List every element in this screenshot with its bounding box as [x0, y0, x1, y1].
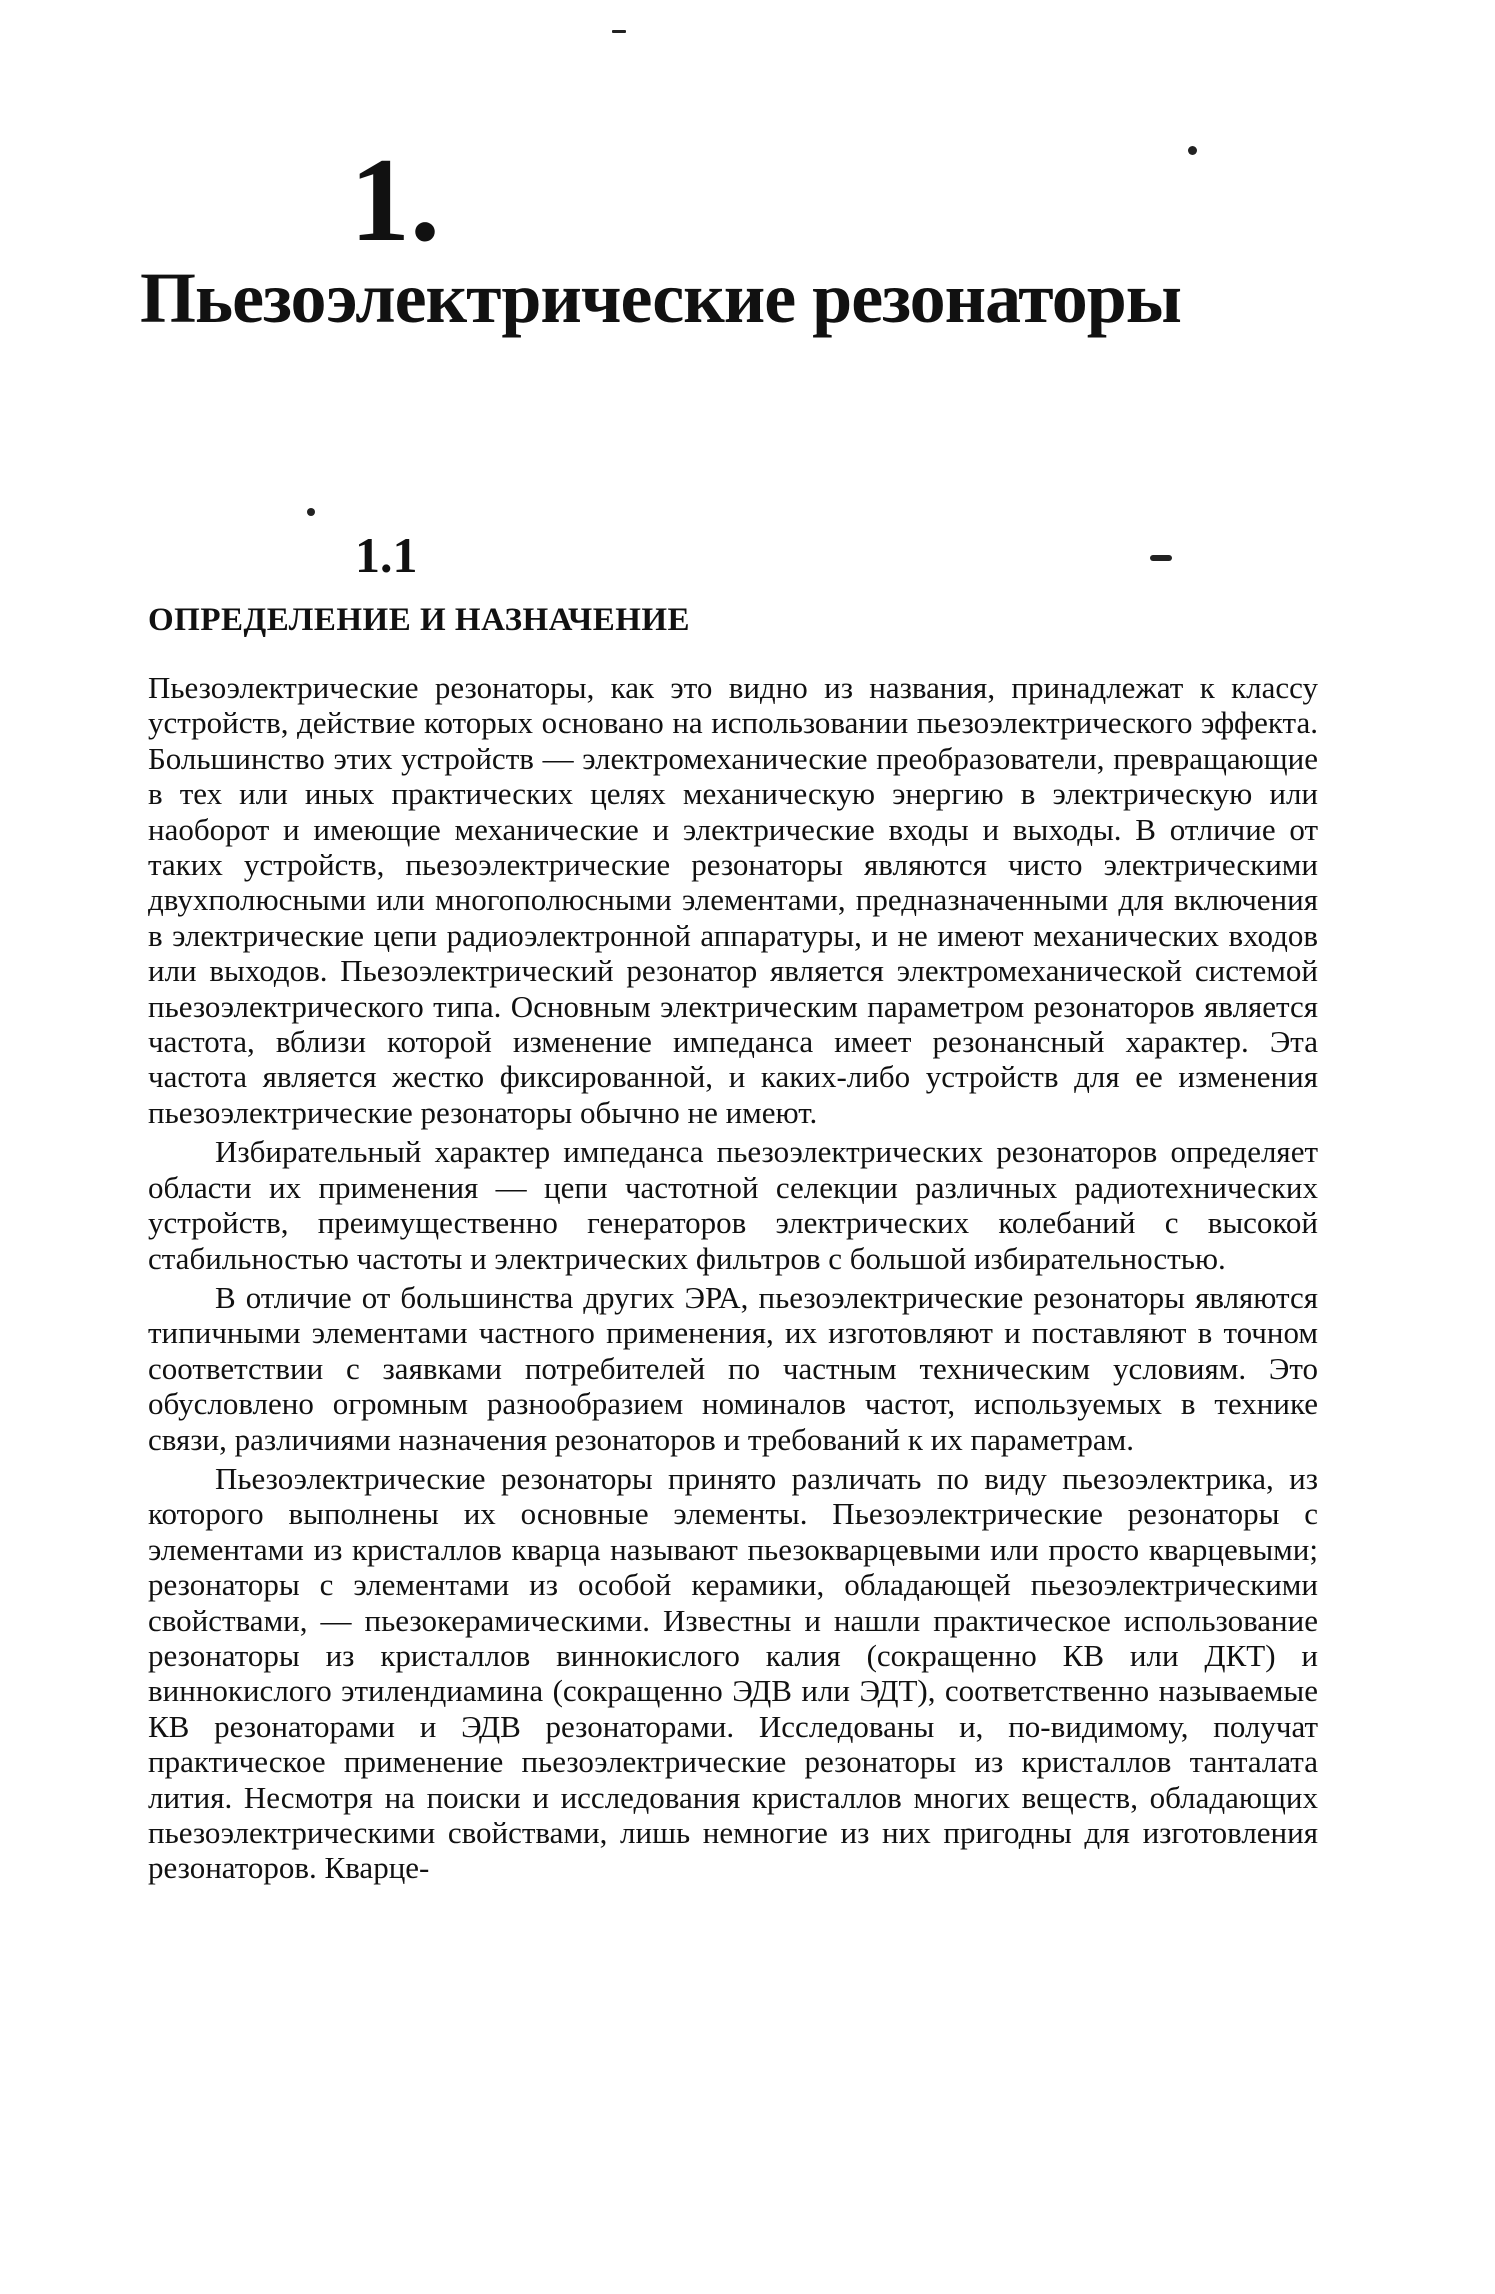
print-speck — [307, 508, 315, 516]
paragraph: Избирательный характер импеданса пьезоэлектрических резонаторов определяет области их применения — цепи частотной селекции различных радиотехнических устройств, преимущественно генераторов электрических колебаний с высокой стабильностью частоты и электрических фильтров с большой избирательностью. — [148, 1134, 1318, 1276]
chapter-number: 1. — [350, 133, 440, 266]
body-text — [148, 670, 1318, 1890]
print-speck — [612, 30, 626, 33]
paragraph: Пьезоэлектрические резонаторы, как это видно из названия, принадлежат к классу устройств, действие которых основано на использовании пьезоэлектрического эффекта. Большинство этих устройств — электромеханические преобразователи, превращающие в тех или иных практических целях механическую энергию в электрическую или наоборот и имеющие механические и электрические входы и выходы. В отличие от таких устройств, пьезоэлектрические резонаторы являются чисто электрическими двухполюсными или многополюсными элементами, предназначенными для включения в электрические цепи радиоэлектронной аппаратуры, и не имеют механических входов или выходов. Пьезоэлектрический резонатор является электромеханической системой пьезоэлектрического типа. Основным электрическим параметром резонаторов является частота, вблизи которой изменение импеданса имеет резонансный характер. Эта частота является жестко фиксированной, и каких-либо устройств для ее изменения пьезоэлектрические резонаторы обычно не имеют. — [148, 670, 1318, 1130]
print-speck — [1150, 555, 1172, 561]
section-title: ОПРЕДЕЛЕНИЕ И НАЗНАЧЕНИЕ — [148, 602, 691, 638]
paragraph: Пьезоэлектрические резонаторы принято различать по виду пьезоэлектрика, из которого выполнены их основные элементы. Пьезоэлектрические резонаторы с элементами из кристаллов кварца называют пьезокварцевыми или просто кварцевыми; резонаторы с элементами из особой керамики, обладающей пьезоэлектрическими свойствами, — пьезокерамическими. Известны и нашли практическое использование резонаторы из кристаллов виннокислого калия (сокращенно КВ или ДКТ) и виннокислого этилендиамина (сокращенно ЭДВ или ЭДТ), соответственно называемые КВ резонаторами и ЭДВ резонаторами. Исследованы и, по-видимому, получат практическое применение пьезоэлектрические резонаторы из кристаллов танталата лития. Несмотря на поиски и исследования кристаллов многих веществ, обладающих пьезоэлектрическими свойствами, лишь немногие из них пригодны для изготовления резонаторов. Кварце- — [148, 1460, 1318, 1886]
chapter-title: Пьезоэлектрические резонаторы — [140, 258, 1181, 338]
print-speck — [1188, 146, 1197, 155]
section-number: 1.1 — [355, 527, 418, 583]
paragraph: В отличие от большинства других ЭРА, пьезоэлектрические резонаторы являются типичными элементами частного применения, их изготовляют и поставляют в точном соответствии с заявками потребителей по частным техническим условиям. Это обусловлено огромным разнообразием номиналов частот, используемых в технике связи, различиями назначения резонаторов и требований к их параметрам. — [148, 1279, 1318, 1457]
